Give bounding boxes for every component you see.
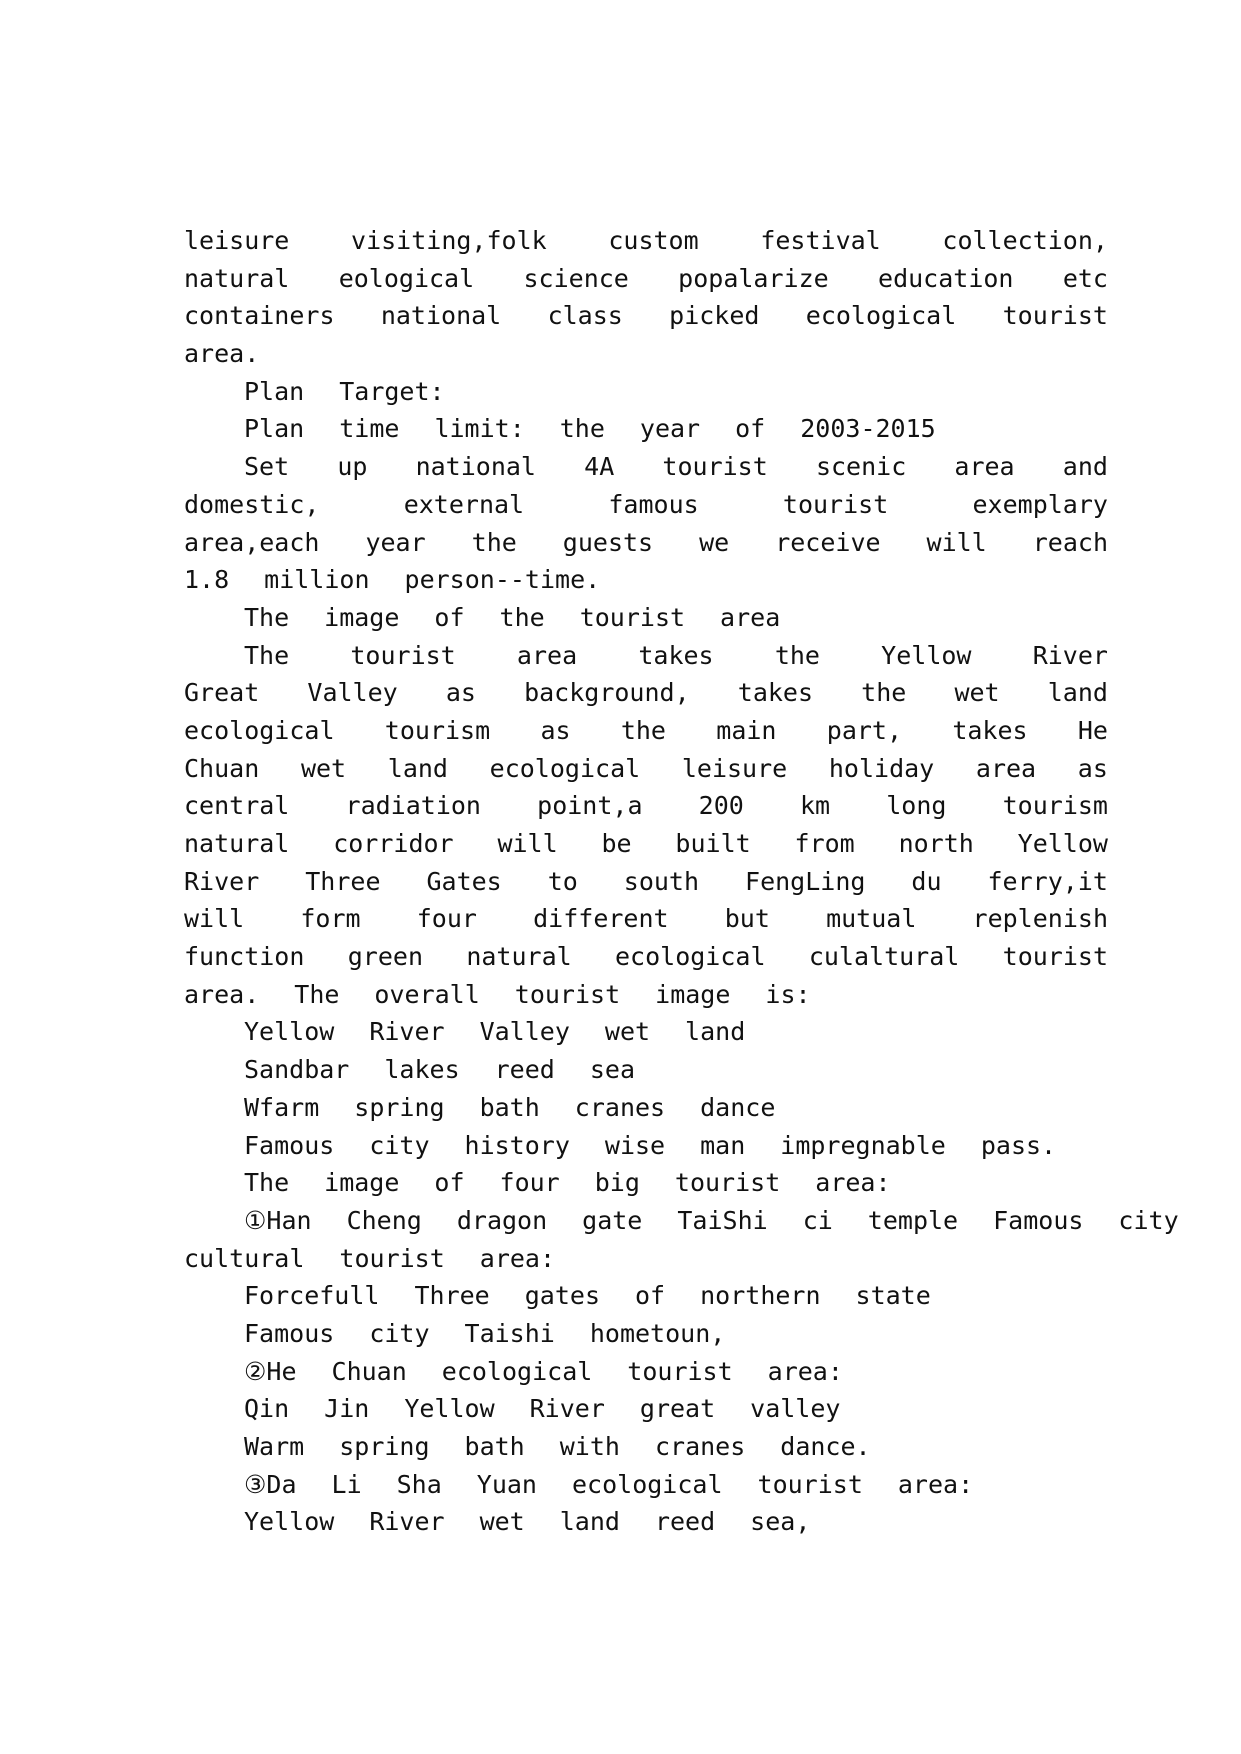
text-word: background,	[524, 678, 690, 708]
text-word: ecological	[614, 942, 766, 972]
text-line	[184, 1089, 1108, 1127]
text-word: 4A	[584, 452, 615, 482]
text-word: of	[434, 1168, 465, 1198]
text-word: River	[1032, 640, 1108, 670]
text-line	[184, 863, 1108, 901]
text-line	[184, 1240, 1108, 1278]
text-word: area:	[479, 1243, 556, 1273]
text-word: km	[799, 791, 831, 821]
text-word: spring	[354, 1092, 445, 1122]
text-word: wet	[954, 678, 1000, 708]
text-word: sea	[589, 1055, 635, 1085]
text-line	[184, 750, 1108, 788]
text-word: education	[878, 263, 1014, 293]
text-word: limit:	[434, 414, 525, 444]
text-word: we	[699, 527, 730, 557]
text-word: of	[735, 414, 766, 444]
text-word: tourist	[674, 1168, 781, 1198]
text-line	[184, 674, 1108, 712]
text-word: national	[415, 452, 536, 482]
text-word: and	[1062, 452, 1108, 482]
text-word: Yuan	[476, 1469, 537, 1499]
text-word: impregnable	[780, 1130, 946, 1160]
text-word: Yellow	[881, 640, 972, 670]
text-line	[184, 825, 1108, 863]
text-word: Plan	[244, 414, 305, 444]
text-word: different	[533, 904, 669, 934]
document-text-body	[184, 222, 1179, 1541]
text-word: natural	[466, 942, 572, 972]
text-word: form	[300, 904, 361, 934]
text-word: central	[184, 791, 290, 821]
text-line	[184, 1164, 1108, 1202]
text-word: main	[716, 715, 777, 745]
text-word: ecological	[184, 715, 335, 745]
text-line	[184, 1428, 1108, 1466]
text-word: up	[337, 452, 368, 482]
text-word: land	[559, 1507, 620, 1537]
text-word: wet	[300, 753, 347, 783]
text-word: dance	[700, 1092, 776, 1122]
text-line	[184, 260, 1108, 298]
text-word: the	[620, 715, 666, 745]
text-line	[184, 637, 1108, 675]
text-word: spring	[339, 1432, 430, 1461]
text-word: reed	[494, 1055, 555, 1085]
text-word: Three	[305, 866, 381, 896]
text-line	[184, 297, 1108, 335]
text-word: River	[369, 1507, 445, 1537]
text-word: point,a	[537, 791, 643, 821]
text-word: wet	[604, 1017, 651, 1047]
text-word: as	[1077, 753, 1108, 783]
text-word: Forcefull	[244, 1281, 380, 1311]
text-word: city	[369, 1318, 430, 1348]
text-word: northern	[700, 1281, 821, 1311]
text-line	[184, 900, 1108, 938]
text-word: with	[559, 1432, 620, 1461]
text-word: River	[529, 1394, 605, 1424]
text-word: be	[601, 829, 632, 858]
text-word: is:	[765, 979, 811, 1009]
text-word: Yellow	[244, 1507, 335, 1537]
text-line	[184, 335, 1108, 373]
text-word: history	[464, 1130, 570, 1160]
text-word: lakes	[384, 1055, 460, 1085]
text-word: ③Da	[244, 1469, 297, 1499]
text-word: tourist	[662, 452, 768, 482]
text-word: The	[244, 1168, 290, 1198]
text-word: wet	[479, 1507, 525, 1537]
text-word: area	[975, 753, 1037, 783]
text-word: Yellow	[1017, 829, 1108, 858]
text-word: will	[184, 904, 245, 934]
text-word: festival	[760, 226, 881, 255]
text-word: city	[1118, 1205, 1179, 1235]
text-word: Jin	[324, 1394, 370, 1424]
text-word: ecological	[441, 1356, 593, 1386]
text-word: tourism	[1002, 791, 1108, 821]
text-word: tourist	[339, 1243, 445, 1273]
text-word: reach	[1032, 527, 1108, 557]
text-word: eological	[338, 263, 475, 293]
text-word: cranes	[654, 1432, 746, 1461]
text-line	[184, 561, 1108, 599]
text-word: Taishi	[464, 1318, 555, 1348]
text-word: Chuan	[331, 1356, 407, 1386]
text-word: Chuan	[184, 753, 260, 783]
text-line	[184, 410, 1108, 448]
text-word: built	[675, 829, 751, 858]
text-word: 1.8	[184, 565, 230, 595]
text-line	[184, 373, 1108, 411]
text-word: takes	[952, 715, 1028, 745]
text-word: Warm	[244, 1432, 305, 1461]
text-word: corridor	[333, 829, 454, 858]
text-line	[184, 938, 1108, 976]
text-word: national	[380, 301, 502, 331]
text-line	[184, 524, 1108, 562]
text-word: external	[403, 489, 525, 519]
text-line	[184, 1013, 1108, 1051]
text-line	[184, 1503, 1108, 1541]
text-word: Yellow	[244, 1017, 335, 1047]
text-word: of	[434, 602, 465, 632]
text-word: Set	[244, 452, 290, 482]
text-word: exemplary	[972, 489, 1108, 519]
text-word: will	[926, 527, 987, 557]
text-word: radiation	[345, 791, 481, 821]
text-word: dance.	[780, 1432, 871, 1461]
text-word: from	[794, 829, 855, 858]
text-word: part,	[826, 715, 903, 745]
text-word: gates	[524, 1281, 600, 1311]
text-word: FengLing	[745, 866, 866, 896]
text-word: 2003-2015	[800, 414, 936, 444]
text-word: area.	[184, 979, 260, 1009]
text-word: Sha	[396, 1469, 442, 1499]
text-word: 200	[698, 791, 744, 821]
text-word: area:	[897, 1469, 974, 1499]
text-word: bath	[464, 1432, 525, 1461]
text-word: area.	[184, 339, 260, 369]
text-word: Famous	[993, 1205, 1084, 1235]
text-word: tourist	[514, 979, 621, 1009]
text-line	[184, 1277, 1108, 1315]
text-word: land	[387, 753, 448, 783]
text-word: area	[720, 602, 781, 632]
text-line	[184, 976, 1108, 1014]
text-word: the	[559, 414, 605, 444]
text-word: four	[499, 1168, 560, 1198]
text-word: custom	[608, 226, 699, 255]
text-line	[184, 1466, 1108, 1504]
text-line	[184, 1390, 1108, 1428]
text-word: time	[339, 414, 400, 444]
text-line	[184, 486, 1108, 524]
text-word: etc	[1062, 263, 1108, 293]
text-word: the	[861, 678, 907, 708]
text-word: ferry,it	[987, 866, 1108, 896]
text-word: year	[639, 414, 701, 444]
text-word: gate	[582, 1205, 643, 1235]
text-word: land	[685, 1017, 746, 1047]
text-word: visiting,folk	[351, 226, 547, 255]
text-line	[184, 1353, 1108, 1391]
text-word: area	[954, 452, 1015, 482]
text-word: the	[499, 602, 545, 632]
text-word: takes	[737, 678, 814, 708]
text-word: ①Han	[244, 1205, 312, 1235]
text-word: cranes	[574, 1092, 666, 1122]
text-word: tourist	[1002, 301, 1108, 331]
text-word: function	[184, 942, 305, 972]
text-word: tourist	[782, 489, 889, 519]
text-word: sea,	[750, 1507, 811, 1537]
text-word: He	[1077, 715, 1108, 745]
text-word: man	[700, 1130, 746, 1160]
text-word: science	[523, 263, 629, 293]
text-word: tourist	[627, 1356, 733, 1386]
text-word: leisure	[681, 753, 788, 783]
text-word: picked	[669, 301, 760, 331]
text-word: River	[369, 1017, 445, 1047]
text-line	[184, 448, 1108, 486]
text-word: The	[244, 640, 290, 670]
text-word: million	[264, 565, 370, 595]
text-word: to	[547, 866, 578, 896]
text-word: area,each	[184, 527, 320, 557]
text-word: bath	[479, 1092, 540, 1122]
text-word: receive	[775, 527, 881, 557]
text-word: replenish	[972, 904, 1108, 934]
text-word: overall	[374, 979, 480, 1009]
text-word: Li	[331, 1469, 362, 1499]
text-word: famous	[608, 489, 699, 519]
text-word: Cheng	[346, 1205, 422, 1235]
text-word: ecological	[805, 301, 957, 331]
text-line	[184, 222, 1108, 260]
text-word: River	[184, 866, 260, 896]
text-word: Qin	[244, 1394, 290, 1424]
text-word: Sandbar	[244, 1055, 350, 1085]
text-word: du	[911, 866, 942, 896]
text-word: area:	[815, 1168, 891, 1198]
text-word: The	[294, 979, 340, 1009]
text-word: natural	[184, 263, 290, 293]
text-word: as	[540, 715, 571, 745]
text-word: popalarize	[678, 263, 829, 293]
text-word: temple	[867, 1205, 959, 1235]
text-word: year	[365, 527, 426, 557]
text-word: pass.	[980, 1130, 1057, 1160]
text-word: tourist	[1002, 942, 1108, 972]
text-word: ci	[802, 1205, 833, 1235]
text-word: hometoun,	[589, 1318, 726, 1348]
text-word: long	[886, 791, 947, 821]
text-word: south	[623, 866, 700, 896]
text-word: tourist	[757, 1469, 863, 1499]
text-word: Gates	[426, 866, 502, 896]
text-word: ②He	[244, 1356, 297, 1386]
text-word: guests	[562, 527, 654, 557]
text-word: the	[774, 640, 820, 670]
text-word: natural	[184, 829, 290, 858]
text-word: tourism	[384, 715, 491, 745]
text-word: containers	[184, 301, 335, 331]
text-line	[184, 1202, 1179, 1240]
text-word: leisure	[184, 226, 290, 255]
text-word: domestic,	[184, 489, 320, 519]
text-word: Famous	[244, 1130, 335, 1160]
text-word: person--time.	[404, 565, 601, 595]
text-word: Three	[414, 1281, 490, 1311]
text-word: Great	[184, 678, 260, 708]
text-word: scenic	[815, 452, 907, 482]
text-word: image	[324, 1168, 400, 1198]
text-word: green	[347, 942, 423, 972]
text-word: cultural	[184, 1243, 305, 1273]
text-word: collection,	[942, 226, 1108, 255]
text-word: of	[635, 1281, 666, 1311]
text-line	[184, 1127, 1108, 1165]
text-word: Plan	[244, 376, 305, 406]
text-word: Valley	[479, 1017, 570, 1047]
text-word: culaltural	[808, 942, 960, 972]
text-word: tourist	[579, 602, 686, 632]
text-word: Valley	[307, 678, 398, 708]
text-word: state	[855, 1281, 931, 1311]
text-word: area	[516, 640, 578, 670]
text-line	[184, 1315, 1108, 1353]
text-word: Yellow	[404, 1394, 495, 1424]
text-word: but	[724, 904, 770, 934]
text-word: great	[639, 1394, 716, 1424]
text-word: will	[497, 829, 558, 858]
text-word: city	[369, 1130, 430, 1160]
text-word: big	[594, 1168, 640, 1198]
text-word: north	[898, 829, 974, 858]
text-word: as	[445, 678, 476, 708]
text-word: valley	[750, 1394, 841, 1424]
text-word: Wfarm	[244, 1092, 320, 1122]
text-word: ecological	[572, 1469, 723, 1499]
text-word: four	[416, 904, 477, 934]
text-word: holiday	[828, 753, 935, 783]
text-word: image	[655, 979, 731, 1009]
text-word: land	[1047, 678, 1108, 708]
text-line	[184, 1051, 1108, 1089]
text-word: TaiShi	[677, 1205, 768, 1235]
text-word: wise	[604, 1130, 666, 1160]
text-word: Famous	[244, 1318, 335, 1348]
text-word: ecological	[489, 753, 641, 783]
text-word: mutual	[826, 904, 917, 934]
text-word: dragon	[456, 1205, 548, 1235]
text-word: takes	[638, 640, 714, 670]
text-word: image	[324, 602, 400, 632]
text-word: tourist	[350, 640, 456, 670]
text-word: Target:	[339, 376, 445, 406]
text-line	[184, 787, 1108, 825]
text-word: class	[547, 301, 623, 331]
text-line	[184, 712, 1108, 750]
text-word: The	[244, 602, 290, 632]
text-word: area:	[767, 1356, 843, 1386]
text-word: the	[471, 527, 517, 557]
text-word: reed	[654, 1507, 716, 1537]
text-line	[184, 599, 1108, 637]
